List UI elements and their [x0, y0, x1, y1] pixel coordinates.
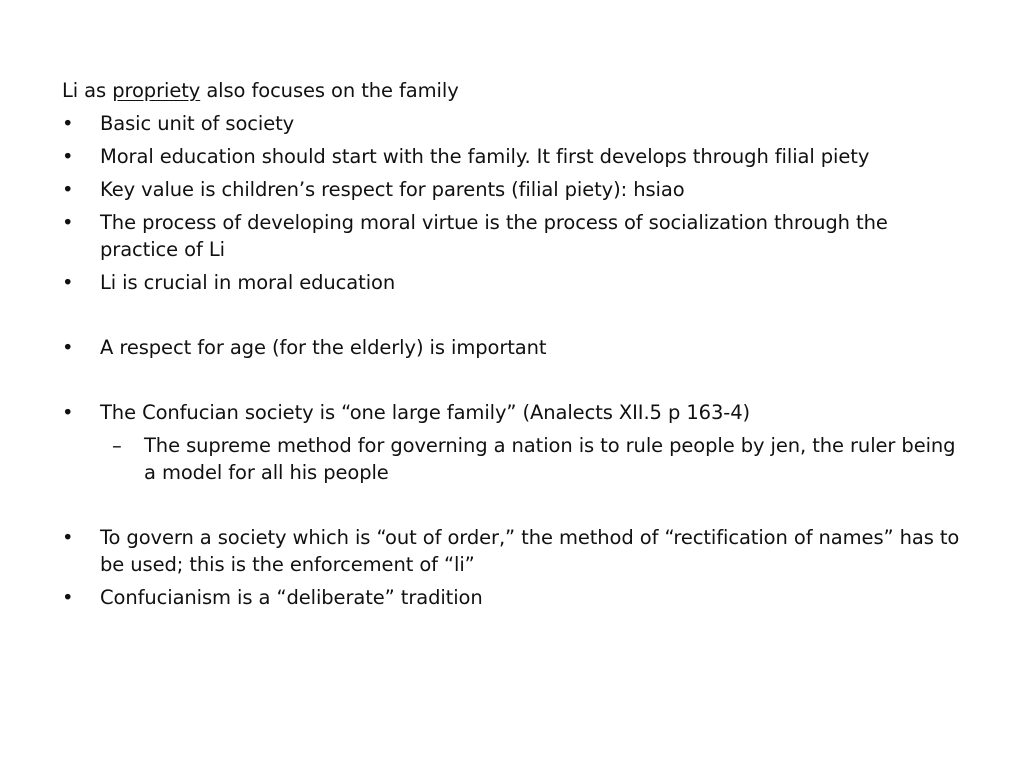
- bullet-mark: •: [62, 211, 74, 234]
- intro-prefix: Li as: [62, 79, 107, 102]
- intro-underlined-term: propriety: [112, 79, 201, 102]
- intro-suffix: also focuses on the family: [206, 79, 459, 102]
- sub-bullet-item: [62, 432, 962, 486]
- sub-bullet-text: The supreme method for governing a nation is to rule people by jen, the ruler being a model for all his people: [144, 434, 956, 484]
- bullet-item: [62, 584, 962, 611]
- bullet-text: Li is crucial in moral education: [100, 271, 396, 294]
- slide-body: [62, 77, 962, 617]
- bullet-text: A respect for age (for the elderly) is important: [100, 336, 547, 359]
- bullet-text: The Confucian society is “one large family” (Analects XII.5 p 163-4): [100, 401, 751, 424]
- bullet-item: [62, 334, 962, 361]
- bullet-item: [62, 269, 962, 296]
- bullet-mark: •: [62, 526, 74, 549]
- bullet-text: Confucianism is a “deliberate” tradition: [100, 586, 483, 609]
- dash-mark: –: [112, 434, 122, 457]
- bullet-item: [62, 143, 962, 170]
- spacer: [62, 302, 962, 334]
- bullet-text: To govern a society which is “out of order,” the method of “rectification of names” has to be used; this is the enforcement of “li”: [100, 526, 960, 576]
- bullet-text: The process of developing moral virtue is the process of socialization through the practice of Li: [100, 211, 888, 261]
- bullet-mark: •: [62, 401, 74, 424]
- bullet-item: [62, 110, 962, 137]
- bullet-item: [62, 399, 962, 426]
- bullet-mark: •: [62, 586, 74, 609]
- bullet-item: [62, 524, 962, 578]
- bullet-mark: •: [62, 178, 74, 201]
- bullet-mark: •: [62, 145, 74, 168]
- bullet-text: Moral education should start with the family. It first develops through filial piety: [100, 145, 870, 168]
- spacer: [62, 492, 962, 524]
- bullet-text: Basic unit of society: [100, 112, 295, 135]
- bullet-text: Key value is children’s respect for parents (filial piety): hsiao: [100, 178, 685, 201]
- bullet-mark: •: [62, 112, 74, 135]
- bullet-item: [62, 176, 962, 203]
- intro-line: [62, 77, 962, 104]
- bullet-mark: •: [62, 271, 74, 294]
- bullet-mark: •: [62, 336, 74, 359]
- spacer: [62, 367, 962, 399]
- bullet-item: [62, 209, 962, 263]
